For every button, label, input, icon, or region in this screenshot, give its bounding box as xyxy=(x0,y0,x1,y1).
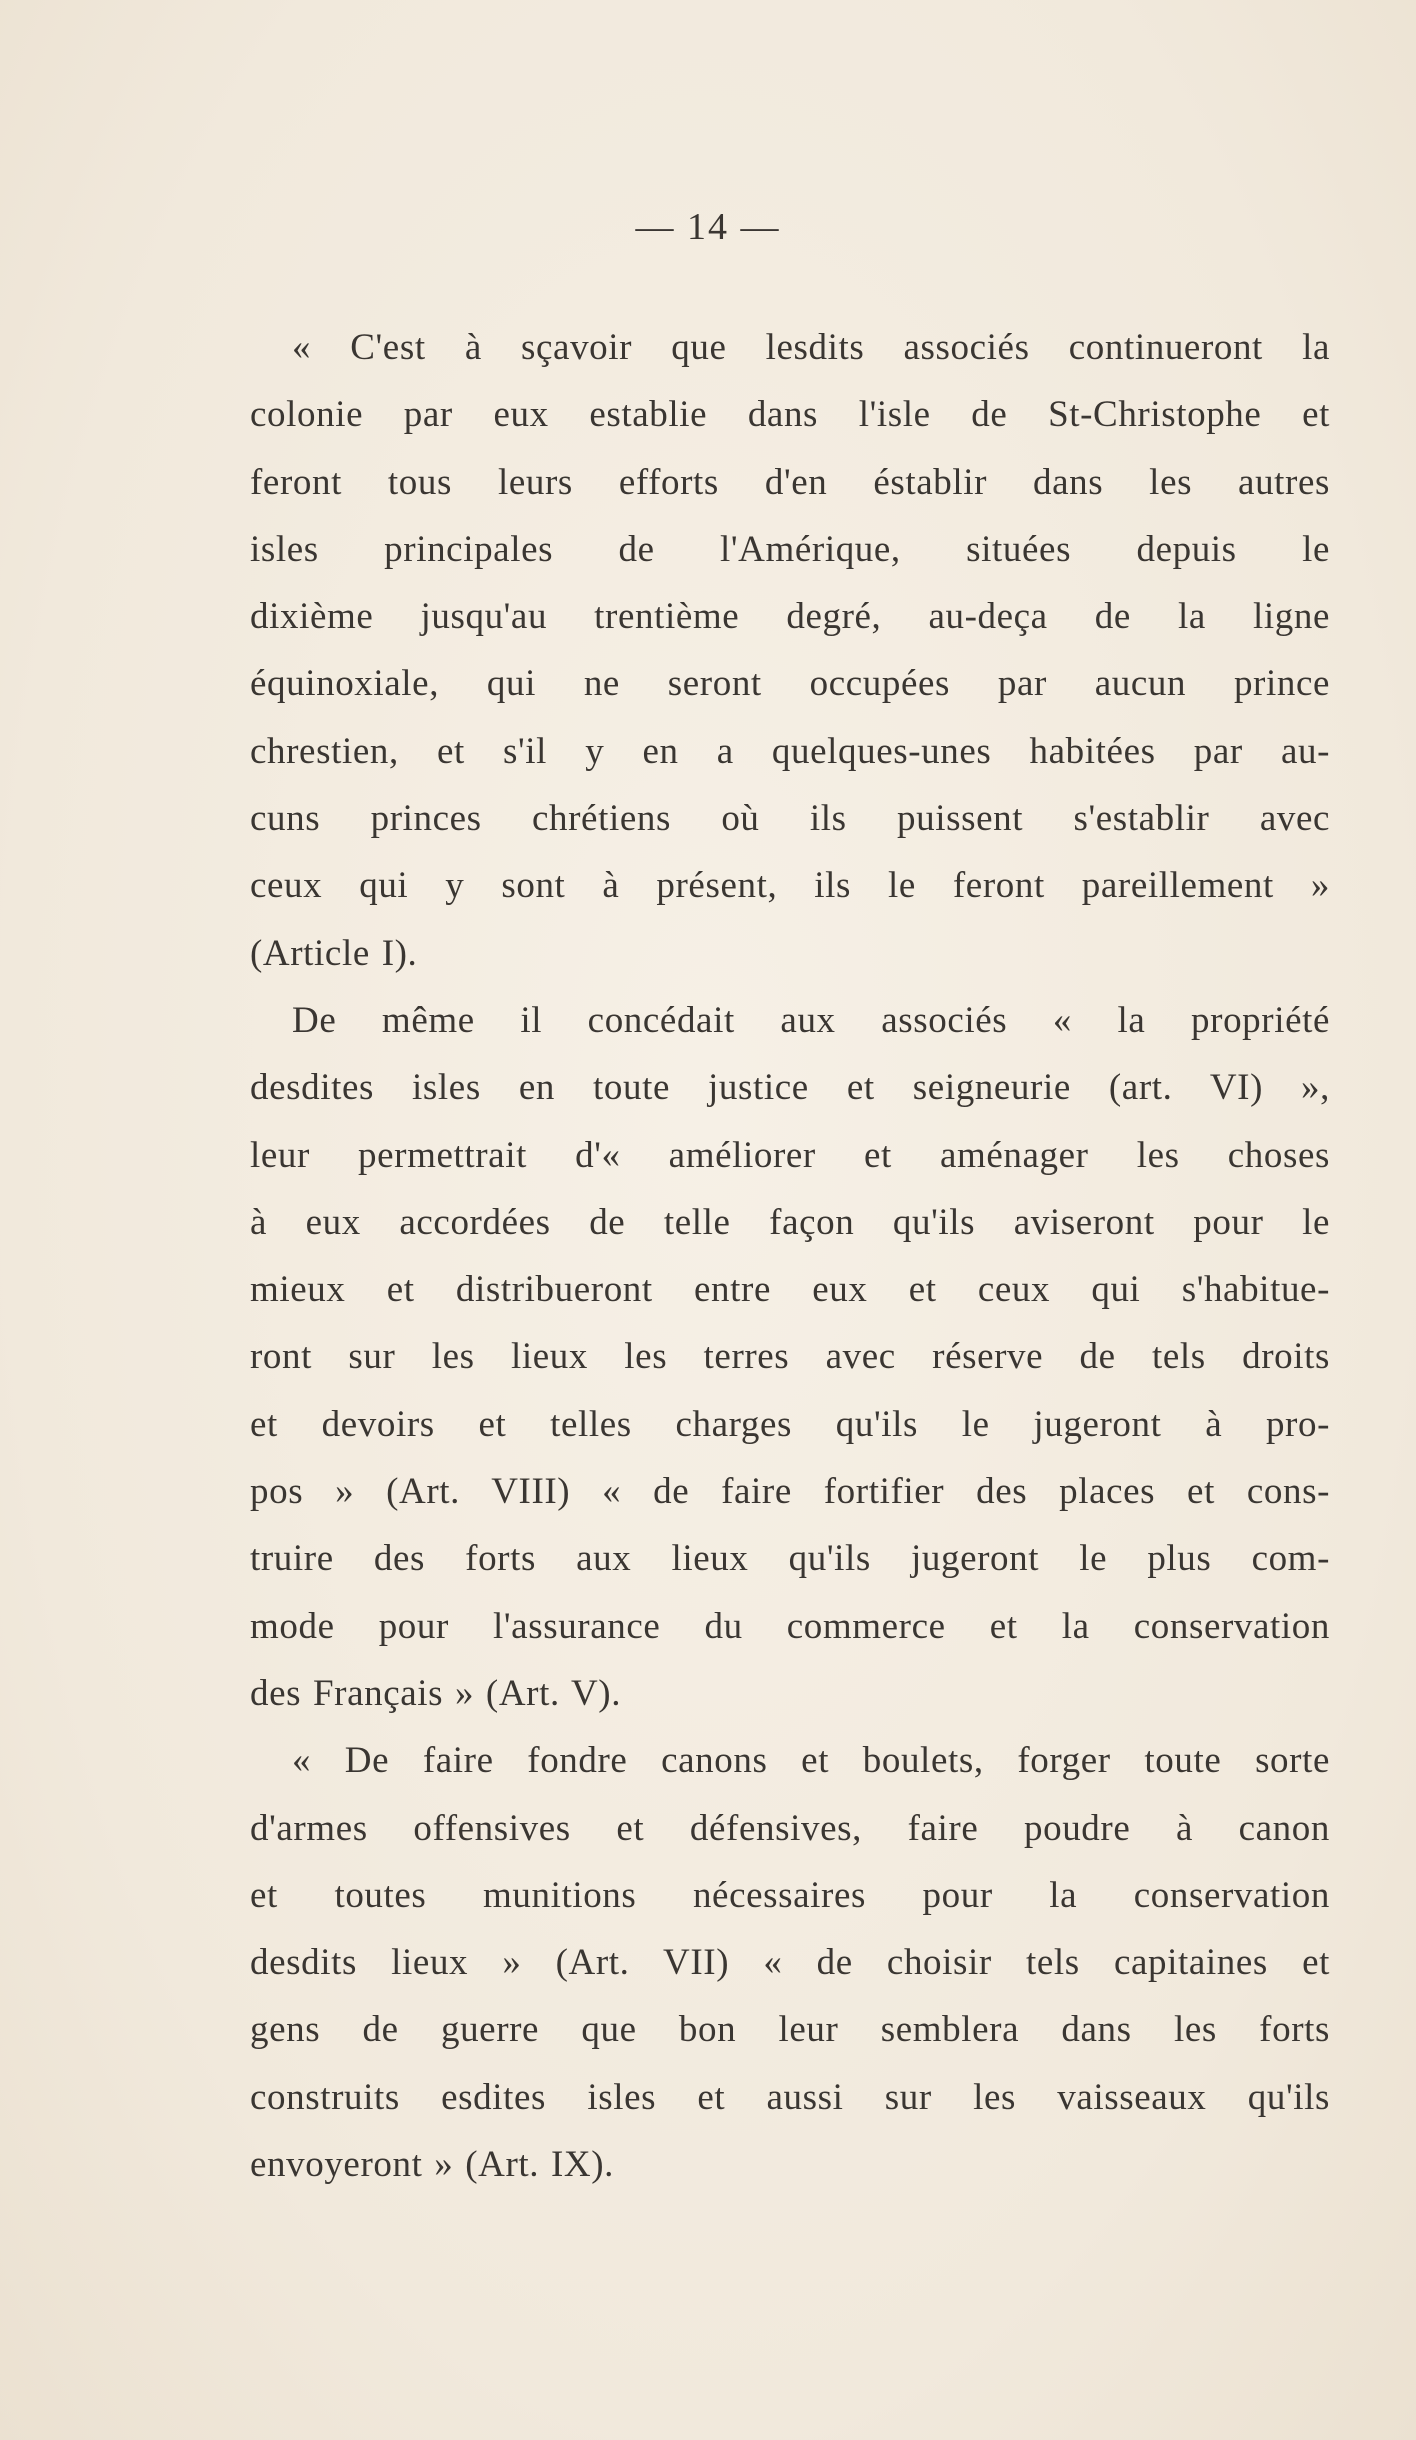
text-line: envoyeront » (Art. IX). xyxy=(250,2144,615,2186)
text-line: équinoxiale, qui ne seront occupées par aucun prince xyxy=(250,663,1330,705)
text-line: leur permettrait d'« améliorer et aménager les choses xyxy=(250,1134,1330,1176)
text-line: colonie par eux establie dans l'isle de St-Christophe et xyxy=(250,394,1330,436)
text-line: ceux qui y sont à présent, ils le feront pareillement » xyxy=(250,865,1330,907)
text-line: d'armes offensives et défensives, faire poudre à canon xyxy=(250,1807,1330,1849)
text-line: (Article I). xyxy=(250,932,418,974)
text-line: ront sur les lieux les terres avec réserve de tels droits xyxy=(250,1336,1330,1378)
text-line: De même il concédait aux associés « la propriété xyxy=(292,999,1330,1041)
text-line: et toutes munitions nécessaires pour la conservation xyxy=(250,1874,1330,1916)
text-line: à eux accordées de telle façon qu'ils aviseront pour le xyxy=(250,1201,1330,1243)
text-line: isles principales de l'Amérique, situées depuis le xyxy=(250,528,1330,570)
text-line: desdites isles en toute justice et seigneurie (art. VI) », xyxy=(250,1067,1330,1109)
text-line: des Français » (Art. V). xyxy=(250,1672,622,1714)
text-line: mieux et distribueront entre eux et ceux qui s'habitue- xyxy=(250,1269,1330,1311)
text-line: dixième jusqu'au trentième degré, au-deça de la ligne xyxy=(250,596,1330,638)
text-line: mode pour l'assurance du commerce et la conservation xyxy=(250,1605,1330,1647)
text-line: chrestien, et s'il y en a quelques-unes habitées par au- xyxy=(250,730,1330,772)
body-text xyxy=(250,314,1330,2198)
text-line: et devoirs et telles charges qu'ils le jugeront à pro- xyxy=(250,1403,1330,1445)
text-line: pos » (Art. VIII) « de faire fortifier des places et cons- xyxy=(250,1471,1330,1513)
text-line: « C'est à sçavoir que lesdits associés continueront la xyxy=(292,327,1330,368)
text-line: cuns princes chrétiens où ils puissent s'establir avec xyxy=(250,798,1330,840)
text-line: gens de guerre que bon leur semblera dans les forts xyxy=(250,2009,1330,2051)
page-number: — 14 — xyxy=(635,206,781,248)
text-line: truire des forts aux lieux qu'ils jugeront le plus com- xyxy=(250,1538,1330,1580)
text-line: feront tous leurs efforts d'en éstablir dans les autres xyxy=(250,461,1330,503)
text-line: construits esdites isles et aussi sur les vaisseaux qu'ils xyxy=(250,2076,1330,2118)
text-line: « De faire fondre canons et boulets, forger toute sorte xyxy=(292,1740,1330,1782)
text-line: desdits lieux » (Art. VII) « de choisir tels capitaines et xyxy=(250,1942,1330,1984)
